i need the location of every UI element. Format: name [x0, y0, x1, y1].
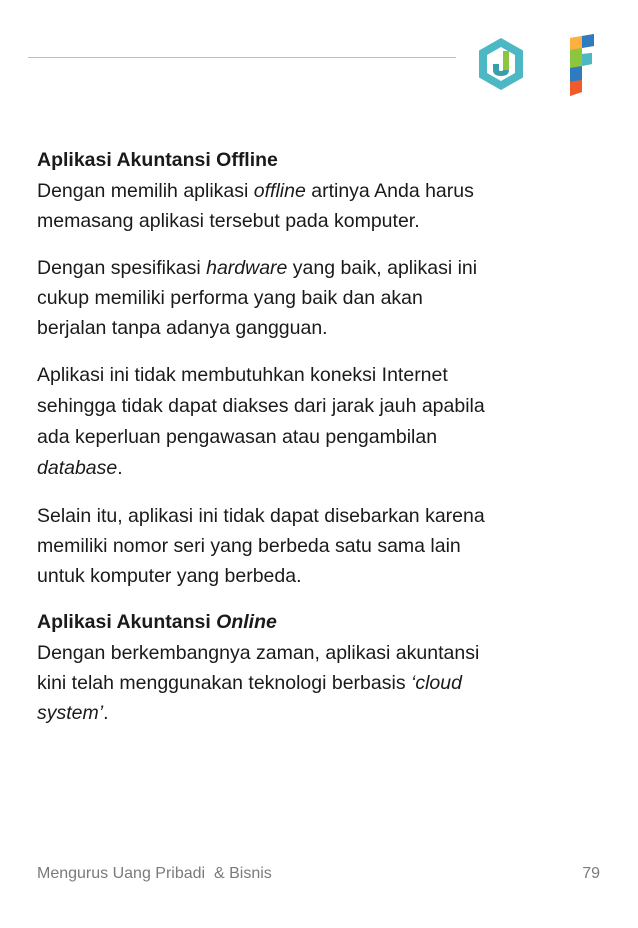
paragraph-offline-intro: Dengan memilih aplikasi offline artinya Anda harus memasang aplikasi tersebut pada komputer.: [37, 180, 474, 232]
logo-j-icon: [476, 36, 526, 92]
logo-f-icon: [566, 34, 598, 96]
paragraph-offline-hardware: Dengan spesifikasi hardware yang baik, aplikasi ini cukup memiliki performa yang baik dan akan berjalan tanpa adanya gangguan.: [37, 257, 478, 339]
header-rule: [28, 57, 456, 58]
footer-book-title: Mengurus Uang Pribadi & Bisnis: [37, 865, 272, 882]
heading-online: Aplikasi Akuntansi Online: [37, 611, 277, 633]
page-content: [37, 146, 607, 745]
heading-offline: Aplikasi Akuntansi Offline: [37, 149, 278, 171]
footer-page-number: 79: [582, 865, 600, 882]
paragraph-offline-serial: Selain itu, aplikasi ini tidak dapat disebarkan karena memiliki nomor seri yang berbeda satu sama lain untuk komputer yang berbeda.: [37, 505, 485, 587]
paragraph-offline-internet: Aplikasi ini tidak membutuhkan koneksi Internet sehingga tidak dapat diakses dari jarak jauh apabila ada keperluan pengawasan atau pengambilan database.: [37, 364, 485, 479]
paragraph-online-cloud: Dengan berkembangnya zaman, aplikasi akuntansi kini telah menggunakan teknologi berbasis ‘cloud system’.: [37, 642, 480, 724]
